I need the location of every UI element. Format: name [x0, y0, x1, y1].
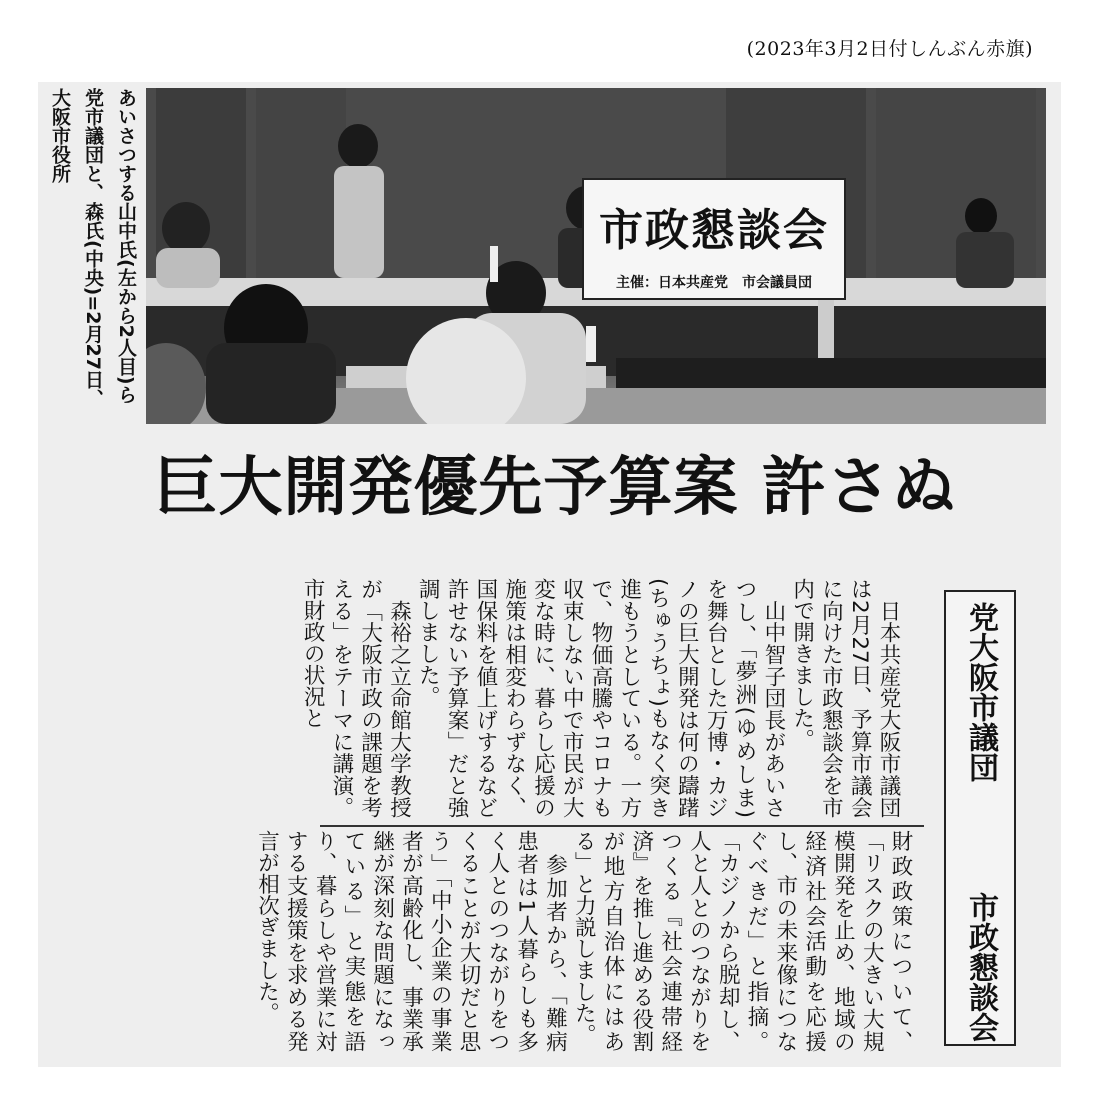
- photo-caption: あいさつする山中氏(左から2人目)ら党市議団と、森氏(中央)=2月27日、大阪市役所: [49, 88, 137, 408]
- paragraph: 森裕之立命館大学教授が「大阪市政の課題を考える」をテーマに講演。市財政の状況と: [300, 578, 412, 818]
- article-body-upper: [70, 578, 902, 818]
- paragraph: 参加者から、「難病患者は1人暮らしも多く人とのつながりをつくることが大切だと思う」「中小企業の事業者が高齢化し、事業承継が深刻な問題になっている」と実態を語り、暮らしや営業に対する支援策を求める発言が相次ぎました。: [254, 830, 568, 1052]
- paragraph: 山中智子団長があいさつし、「夢洲(ゆめしま)を舞台とした万博・カジノの巨大開発は何の躊躇(ちゅうちょ)もなく突き進もうとしている。一方で、物価高騰やコロナも収束しない中で市民が大変な時に、暮らし応援の施策は相変わらずなく、国保料を値上げするなど許せない予算案」だと強調しました。: [415, 578, 786, 818]
- column-divider: [320, 825, 924, 827]
- banner-title: 市政懇談会: [599, 205, 829, 256]
- paragraph: 財政政策について、「リスクの大きい大規模開発を止め、地域の経済社会活動を応援し、市の未来像につなぐべきだ」と指摘。「カジノから脱却し、人と人とのつながりをつくる『社会連帯経済』を推し進める役割が地方自治体にはある」と力説しました。: [571, 830, 913, 1052]
- meeting-banner: [582, 178, 846, 300]
- paragraph: 日本共産党大阪市議団は2月27日、予算市議会に向けた市政懇談会を市内で開きました。: [789, 578, 901, 818]
- article-photo: [146, 88, 1046, 424]
- subheadline-line-1: 党大阪市議団: [963, 602, 998, 782]
- banner-subtitle: 主催：日本共産党 市会議員団: [616, 275, 812, 291]
- subheadline-line-2: 市政懇談会: [963, 892, 998, 1042]
- headline: 巨大開発優先予算案 許さぬ: [153, 451, 957, 525]
- article-body-lower: [58, 830, 914, 1052]
- subheadline-box: [944, 590, 1016, 1046]
- dateline: (2023年3月2日付しんぶん赤旗): [746, 38, 1033, 60]
